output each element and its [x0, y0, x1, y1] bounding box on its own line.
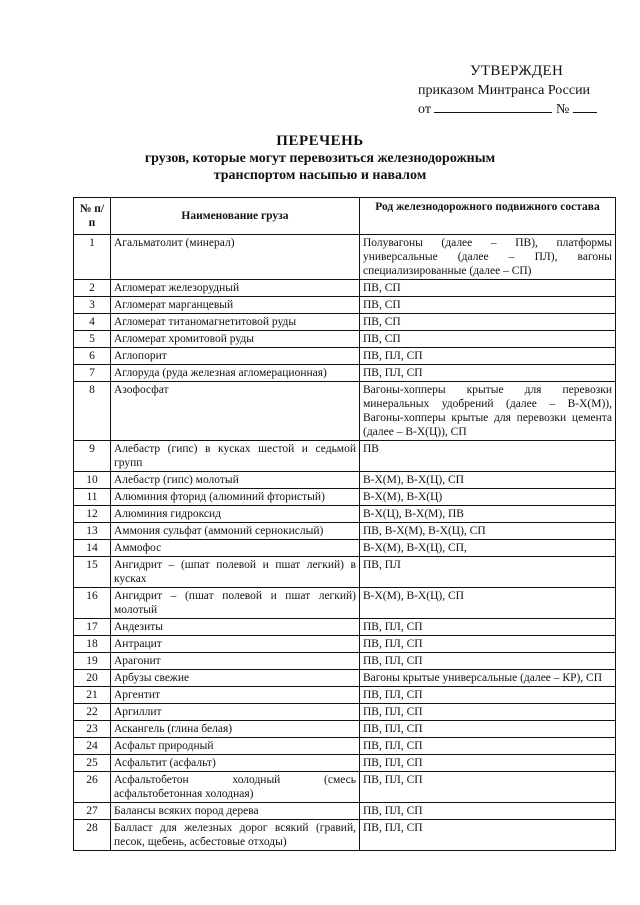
row-number: 28 — [74, 820, 111, 851]
row-rolling-stock: ПВ, ПЛ, СП — [360, 619, 616, 636]
row-rolling-stock: ПВ, ПЛ, СП — [360, 755, 616, 772]
row-rolling-stock: ПВ, ПЛ, СП — [360, 348, 616, 365]
row-cargo-name: Аммония сульфат (аммоний сернокислый) — [111, 523, 360, 540]
row-number: 6 — [74, 348, 111, 365]
row-cargo-name: Асфальтит (асфальт) — [111, 755, 360, 772]
row-rolling-stock: ПВ — [360, 441, 616, 472]
row-cargo-name: Балансы всяких пород дерева — [111, 803, 360, 820]
table-row — [74, 557, 616, 588]
row-number: 18 — [74, 636, 111, 653]
table-row — [74, 772, 616, 803]
row-rolling-stock: В-Х(М), В-Х(Ц), СП — [360, 472, 616, 489]
table-row — [74, 687, 616, 704]
row-rolling-stock: ПВ, В-Х(М), В-Х(Ц), СП — [360, 523, 616, 540]
table-row — [74, 280, 616, 297]
row-cargo-name: Алебастр (гипс) в кусках шестой и седьмой групп — [111, 441, 360, 472]
row-cargo-name: Арагонит — [111, 653, 360, 670]
row-number: 16 — [74, 588, 111, 619]
row-rolling-stock: ПВ, ПЛ — [360, 557, 616, 588]
row-rolling-stock: ПВ, ПЛ, СП — [360, 772, 616, 803]
row-number: 24 — [74, 738, 111, 755]
row-number: 19 — [74, 653, 111, 670]
order-number-label: № — [555, 102, 570, 117]
row-number: 26 — [74, 772, 111, 803]
row-number: 7 — [74, 365, 111, 382]
row-cargo-name: Аскангель (глина белая) — [111, 721, 360, 738]
order-date-blank — [434, 100, 552, 113]
row-number: 4 — [74, 314, 111, 331]
row-number: 27 — [74, 803, 111, 820]
row-number: 12 — [74, 506, 111, 523]
row-rolling-stock: ПВ, ПЛ, СП — [360, 738, 616, 755]
row-number: 23 — [74, 721, 111, 738]
row-rolling-stock: ПВ, ПЛ, СП — [360, 704, 616, 721]
row-rolling-stock: ПВ, СП — [360, 314, 616, 331]
row-number: 17 — [74, 619, 111, 636]
row-rolling-stock: Полувагоны (далее – ПВ), платформы универсальные (далее – ПЛ), вагоны специализированные (далее – СП) — [360, 235, 616, 280]
approved-by-order: приказом Минтранса России — [418, 83, 591, 98]
row-rolling-stock: ПВ, ПЛ, СП — [360, 653, 616, 670]
row-cargo-name: Агломерат титаномагнетитовой руды — [111, 314, 360, 331]
row-rolling-stock: ПВ, ПЛ, СП — [360, 636, 616, 653]
row-number: 14 — [74, 540, 111, 557]
order-from-label: от — [418, 102, 431, 117]
row-number: 11 — [74, 489, 111, 506]
row-number: 5 — [74, 331, 111, 348]
row-rolling-stock: ПВ, ПЛ, СП — [360, 365, 616, 382]
row-cargo-name: Асфальт природный — [111, 738, 360, 755]
table-row — [74, 704, 616, 721]
table-header-row — [74, 198, 616, 235]
row-number: 15 — [74, 557, 111, 588]
row-rolling-stock: ПВ, ПЛ, СП — [360, 721, 616, 738]
row-cargo-name: Аргиллит — [111, 704, 360, 721]
table-row — [74, 803, 616, 820]
table-row — [74, 506, 616, 523]
row-cargo-name: Антрацит — [111, 636, 360, 653]
table-row — [74, 314, 616, 331]
table-row — [74, 235, 616, 280]
row-rolling-stock: Вагоны-хопперы крытые для перевозки минеральных удобрений (далее – В-Х(М)), Вагоны-хопперы крытые для перевозки цемента (далее – В-Х(Ц)), СП — [360, 382, 616, 441]
table-row — [74, 588, 616, 619]
table-row — [74, 331, 616, 348]
row-cargo-name: Аглоруда (руда железная агломерационная) — [111, 365, 360, 382]
row-rolling-stock: ПВ, ПЛ, СП — [360, 820, 616, 851]
row-cargo-name: Агломерат хромитовой руды — [111, 331, 360, 348]
header-cargo-name: Наименование груза — [111, 198, 360, 235]
row-rolling-stock: ПВ, СП — [360, 297, 616, 314]
row-number: 20 — [74, 670, 111, 687]
row-number: 25 — [74, 755, 111, 772]
row-number: 2 — [74, 280, 111, 297]
row-cargo-name: Агальматолит (минерал) — [111, 235, 360, 280]
table-body — [74, 235, 616, 851]
table-row — [74, 619, 616, 636]
table-row — [74, 348, 616, 365]
table-row — [74, 489, 616, 506]
table-row — [74, 297, 616, 314]
row-rolling-stock: Вагоны крытые универсальные (далее – КР), СП — [360, 670, 616, 687]
title-line-1: грузов, которые могут перевозиться железнодорожным — [144, 151, 496, 166]
table-row — [74, 755, 616, 772]
row-cargo-name: Аргентит — [111, 687, 360, 704]
row-number: 9 — [74, 441, 111, 472]
table-row — [74, 636, 616, 653]
cargo-table — [73, 197, 616, 851]
row-cargo-name: Агломерат железорудный — [111, 280, 360, 297]
table-row — [74, 523, 616, 540]
table-row — [74, 472, 616, 489]
row-cargo-name: Ангидрит – (пшат полевой и пшат легкий) молотый — [111, 588, 360, 619]
row-rolling-stock: ПВ, ПЛ, СП — [360, 803, 616, 820]
table-row — [74, 441, 616, 472]
row-cargo-name: Ангидрит – (шпат полевой и пшат легкий) в кусках — [111, 557, 360, 588]
row-number: 8 — [74, 382, 111, 441]
row-cargo-name: Алюминия гидроксид — [111, 506, 360, 523]
document-title — [90, 133, 550, 184]
table-row — [74, 721, 616, 738]
row-rolling-stock: В-Х(М), В-Х(Ц), СП, — [360, 540, 616, 557]
row-cargo-name: Алюминия фторид (алюминий фтористый) — [111, 489, 360, 506]
row-cargo-name: Агломерат марганцевый — [111, 297, 360, 314]
table-row — [74, 670, 616, 687]
row-number: 1 — [74, 235, 111, 280]
table-row — [74, 738, 616, 755]
row-rolling-stock: ПВ, СП — [360, 280, 616, 297]
title-main: ПЕРЕЧЕНЬ — [276, 133, 364, 149]
row-rolling-stock: ПВ, СП — [360, 331, 616, 348]
header-number: № п/п — [74, 198, 111, 235]
title-line-2: транспортом насыпью и навалом — [213, 168, 427, 183]
header-rolling-stock: Род железнодорожного подвижного состава — [360, 198, 616, 235]
table-row — [74, 540, 616, 557]
row-cargo-name: Азофосфат — [111, 382, 360, 441]
row-cargo-name: Аммофос — [111, 540, 360, 557]
row-cargo-name: Асфальтобетон холодный (смесь асфальтобетонная холодная) — [111, 772, 360, 803]
table-row — [74, 382, 616, 441]
row-number: 3 — [74, 297, 111, 314]
row-number: 21 — [74, 687, 111, 704]
row-cargo-name: Балласт для железных дорог всякий (гравий, песок, щебень, асбестовые отходы) — [111, 820, 360, 851]
row-cargo-name: Арбузы свежие — [111, 670, 360, 687]
table-row — [74, 820, 616, 851]
order-number-blank — [573, 100, 597, 113]
row-cargo-name: Андезиты — [111, 619, 360, 636]
row-rolling-stock: ПВ, ПЛ, СП — [360, 687, 616, 704]
row-cargo-name: Аглопорит — [111, 348, 360, 365]
row-rolling-stock: В-Х(Ц), В-Х(М), ПВ — [360, 506, 616, 523]
table-row — [74, 365, 616, 382]
row-number: 22 — [74, 704, 111, 721]
row-rolling-stock: В-Х(М), В-Х(Ц) — [360, 489, 616, 506]
row-number: 10 — [74, 472, 111, 489]
row-rolling-stock: В-Х(М), В-Х(Ц), СП — [360, 588, 616, 619]
approved-label: УТВЕРЖДЕН — [470, 63, 564, 79]
order-date-number-line — [418, 100, 618, 119]
approval-block — [418, 62, 618, 119]
row-number: 13 — [74, 523, 111, 540]
row-cargo-name: Алебастр (гипс) молотый — [111, 472, 360, 489]
table-row — [74, 653, 616, 670]
